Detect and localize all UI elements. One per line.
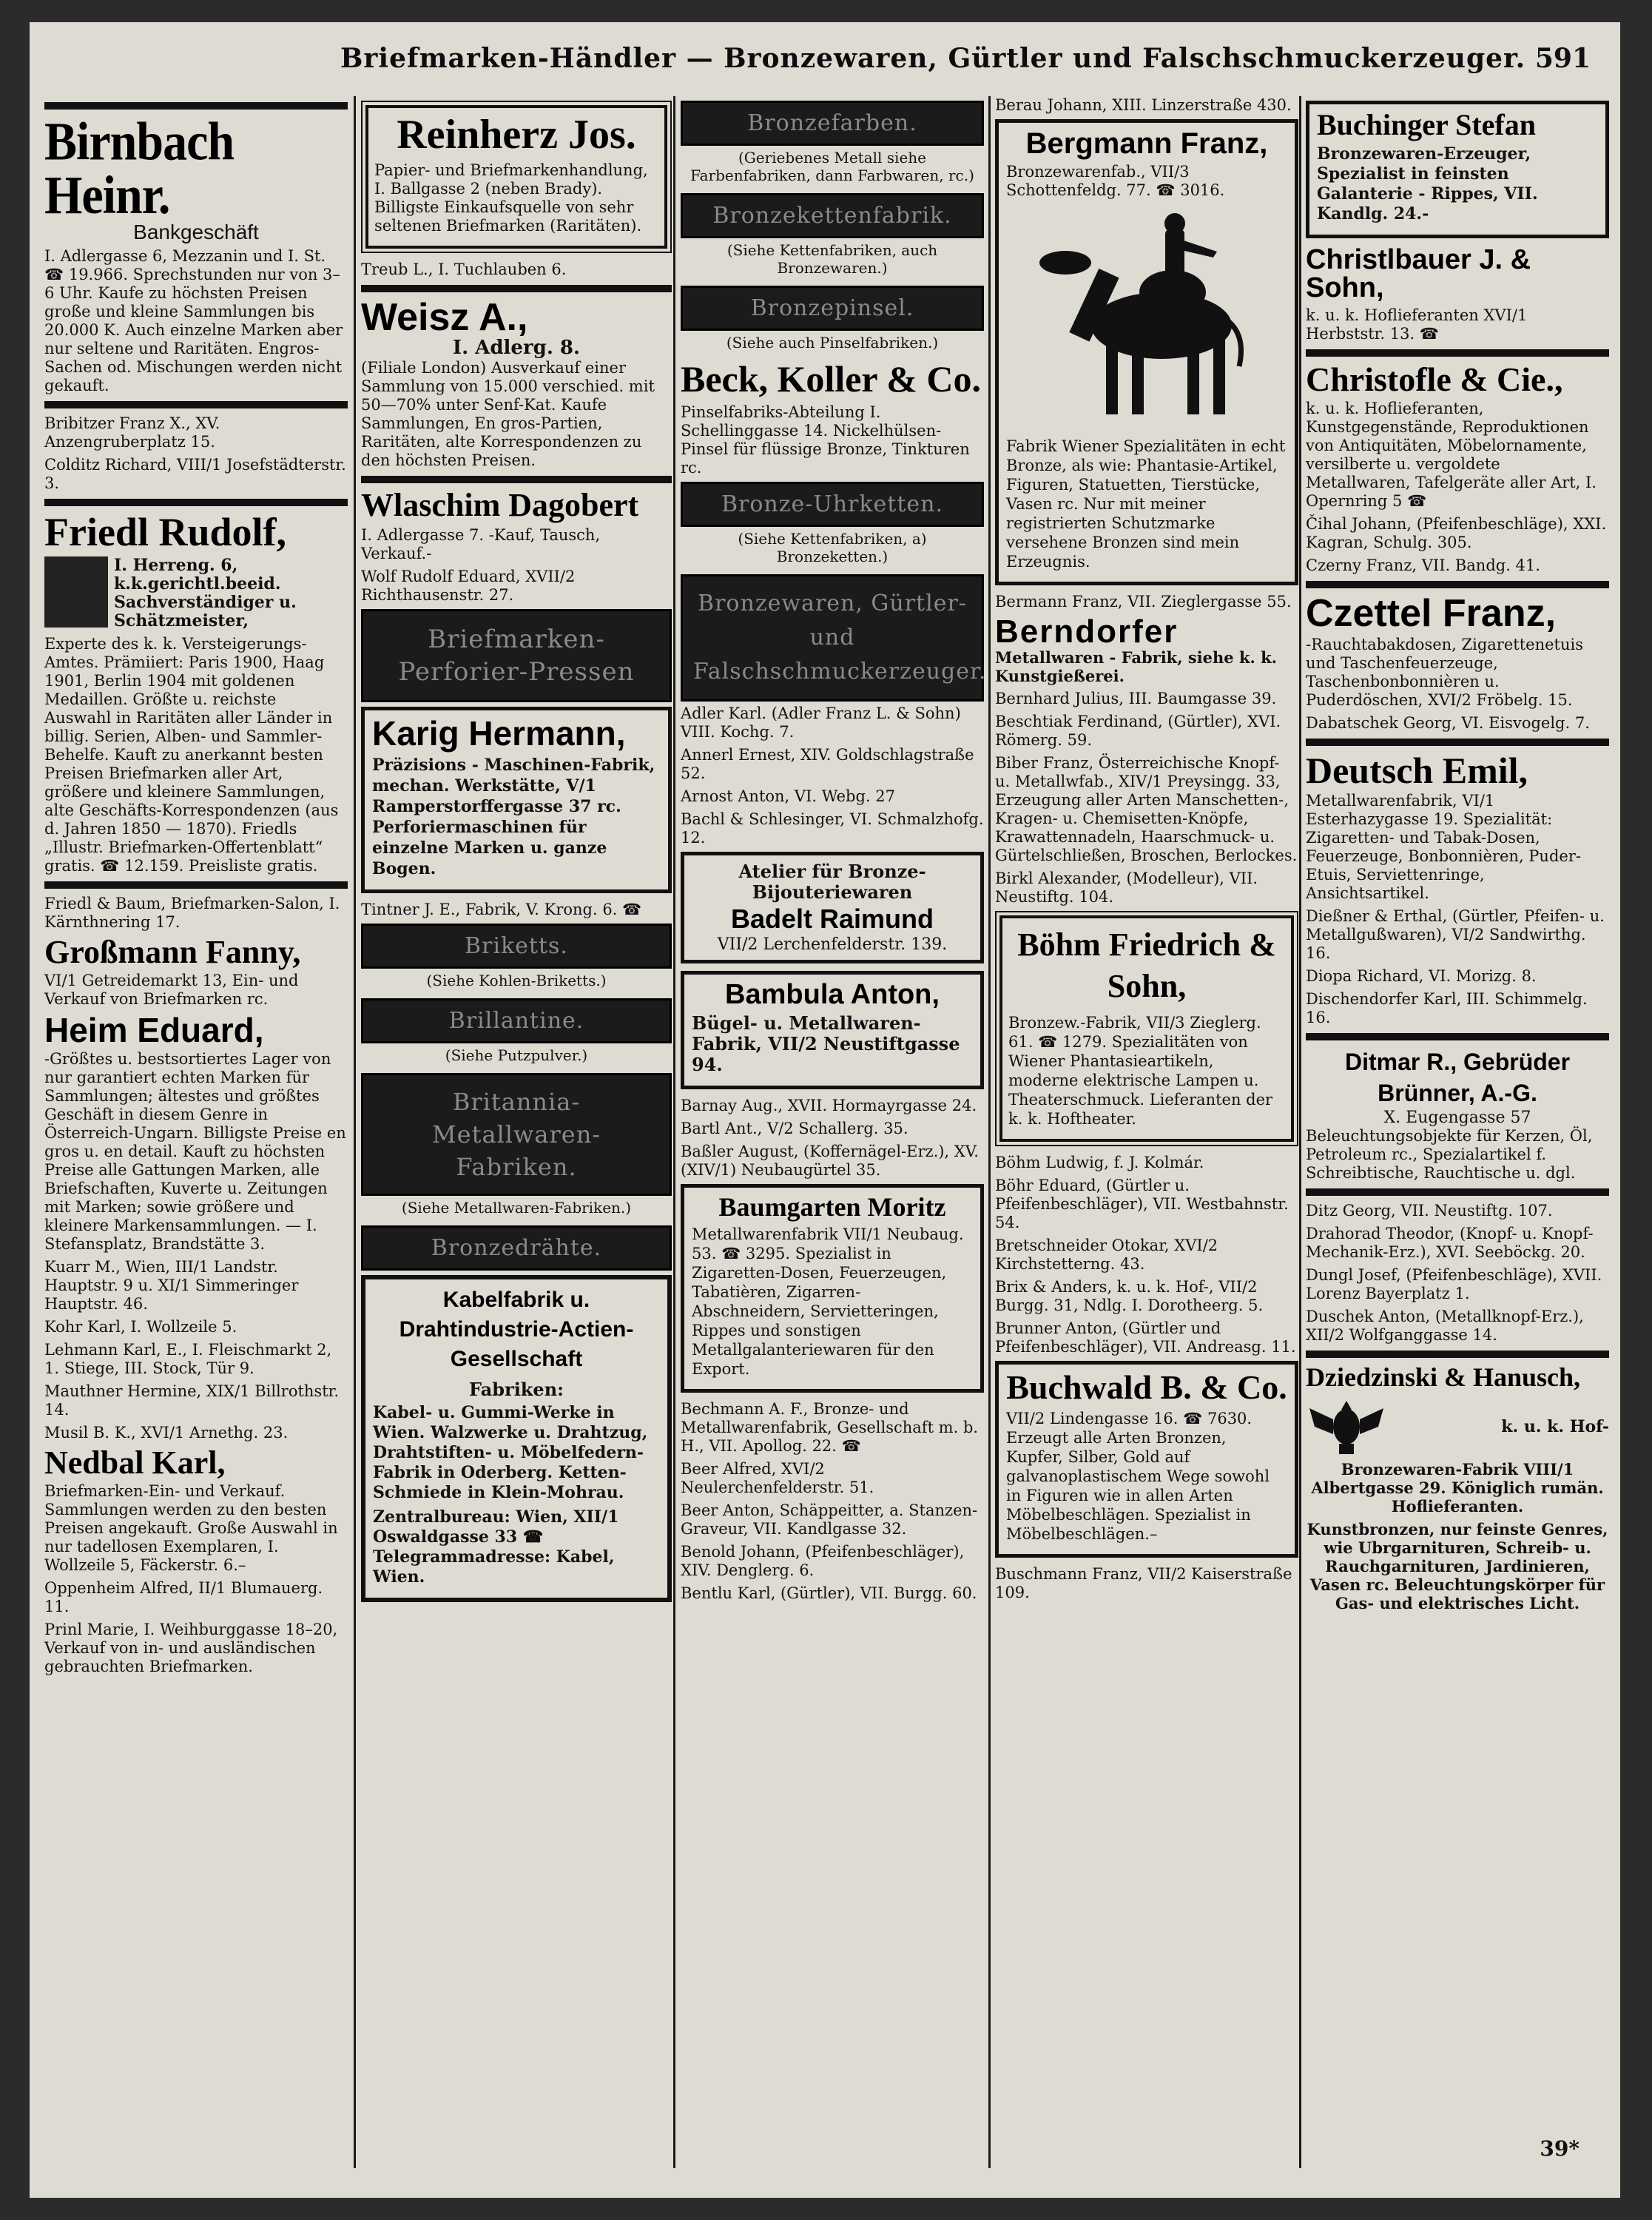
ad-buchwald <box>995 1361 1298 1558</box>
entry-colditz: Colditz Richard, VIII/1 Josefstädterstr. 3. <box>44 456 346 492</box>
heading-bronzefarben: Bronzefarben. <box>681 101 984 146</box>
entry-diopa: Diopa Richard, VI. Morizg. 8. <box>1306 967 1537 985</box>
divider <box>1306 581 1609 588</box>
ad-christofle-name: Christofle & Cie., <box>1306 360 1563 398</box>
entry-duschek: Duschek Anton, (Metallknopf-Erz.), XII/2 Wolfganggasse 14. <box>1306 1308 1584 1344</box>
heading-brillantine: Brillantine. <box>361 998 672 1043</box>
entry-beer-anton: Beer Anton, Schäppeitter, a. Stanzen-Graveur, VII. Kandlgasse 32. <box>681 1501 978 1538</box>
ad-badelt-top: Atelier für Bronze-Bijouteriewaren <box>738 861 926 903</box>
ad-friedl-text: Experte des k. k. Versteigerungs-Amtes. Prämiiert: Paris 1900, Haag 1901, Berlin 1904 mit goldenen Medaillen. Größte u. reichste Auswahl in Raritäten aller Länder in billig. Serien, Alben- und Sammler-Behelfe. Kauft zu anerkannt besten Preisen Briefmarken aller Art, größere und kleinere Sammlungen, alte Geschäfts-Korrespondenzen (aus d. Jahren 1850 — 1870). Friedls „Illustr. Briefmarken-Offertenblatt“ gratis. ☎ 12.159. Preisliste gratis. <box>44 635 339 875</box>
page-number: 591 <box>1534 43 1591 74</box>
page-header-title: Briefmarken-Händler — Bronzewaren, Gürtler und Falschschmuckerzeuger. <box>340 43 1526 74</box>
ad-karig <box>361 707 672 893</box>
ad-kabelfabrik-name: Kabelfabrik u. Drahtindustrie-Actien-Gesellschaft <box>399 1288 634 1371</box>
divider <box>1306 739 1609 746</box>
sub-bronzekettenfabrik: (Siehe Kettenfabriken, auch Bronzewaren.) <box>726 241 938 277</box>
entry-brunner: Brunner Anton, (Gürtler und Pfeifenbeschläger), VII. Andreasg. 11. <box>995 1319 1296 1356</box>
double-eagle-crest-icon <box>1306 1393 1387 1460</box>
sub-bronzefarben: (Geriebenes Metall siehe Farbenfabriken, dann Farbwaren, rc.) <box>690 149 974 184</box>
ad-christofle-text: k. u. k. Hoflieferanten, Kunstgegenstände, Reproduktionen von Antiquitäten, Möbelornamente, versilberte u. vergoldete Metallwaren, Tafelgeräte aller Art, I. Opernring 5 ☎ <box>1306 400 1597 510</box>
ad-buchinger-name: Buchinger Stefan <box>1317 108 1536 141</box>
column-4 <box>995 96 1298 2168</box>
divider <box>1306 1188 1609 1196</box>
entry-bentlu: Bentlu Karl, (Gürtler), VII. Burgg. 60. <box>681 1584 977 1602</box>
column-rule <box>988 96 991 2168</box>
entry-ditz: Ditz Georg, VII. Neustiftg. 107. <box>1306 1202 1553 1220</box>
portrait-image <box>44 556 108 628</box>
sub-briketts: (Siehe Kohlen-Briketts.) <box>426 972 607 989</box>
ad-bambula-text: Bügel- u. Metallwaren-Fabrik, VII/2 Neustiftgasse 94. <box>692 1012 960 1075</box>
entry-buschmann: Buschmann Franz, VII/2 Kaiserstraße 109. <box>995 1565 1292 1601</box>
ad-reinherz-name: Reinherz Jos. <box>397 112 636 158</box>
entry-adler: Adler Karl. (Adler Franz L. & Sohn) VIII. Kochg. 7. <box>681 704 961 741</box>
column-2 <box>361 96 672 2168</box>
ad-karig-text: Präzisions - Maschinen-Fabrik, mechan. Werkstätte, V/1 Ramperstorffergasse 37 rc. Perforiermaschinen für einzelne Marken u. ganze Bogen. <box>372 756 655 878</box>
ad-badelt-name: Badelt Raimund <box>730 904 934 934</box>
ad-ditmar-text: Beleuchtungsobjekte für Kerzen, Öl, Petroleum rc., Spezialartikel f. Schreibtische, Rauchtische u. dgl. <box>1306 1127 1593 1182</box>
ad-weisz-name: Weisz A., <box>361 296 528 339</box>
heading-britannia: Britannia-Metallwaren-Fabriken. <box>361 1073 672 1196</box>
column-rule <box>673 96 675 2168</box>
divider <box>1306 1350 1609 1358</box>
entry-tintner: Tintner J. E., Fabrik, V. Krong. 6. ☎ <box>361 901 642 918</box>
entry-prinl: Prinl Marie, I. Weihburggasse 18–20, Verkauf von in- und ausländischen gebrauchten Briefmarken. <box>44 1621 338 1675</box>
entry-drahorad: Drahorad Theodor, (Knopf- u. Knopf-Mechanik-Erz.), XVI. Seeböckg. 20. <box>1306 1225 1594 1261</box>
ad-birnbach-text: I. Adlergasse 6, Mezzanin und I. St. ☎ 19.966. Sprechstunden nur von 3–6 Uhr. Kaufe zu höchsten Preisen große und kleine Sammlungen bis 20.000 K. Auch einzelne Marken aber nur seltene und Raritäten. Engros-Sachen od. Mischungen werden nicht gekauft. <box>44 247 343 394</box>
ad-berndorfer-name: Berndorfer <box>995 613 1179 650</box>
ad-friedl-title: I. Herreng. 6, k.k.gerichtl.beeid. Sachverständiger u. Schätzmeister, <box>114 556 297 630</box>
entry-oppenheim: Oppenheim Alfred, II/1 Blumauerg. 11. <box>44 1579 323 1615</box>
ad-badelt <box>681 852 984 963</box>
ad-czettel-text: -Rauchtabakdosen, Zigarettenetuis und Taschenfeuerzeuge, Taschenbonbonnièren u. Puderdöschen, XVI/2 Fröbelg. 15. <box>1306 636 1583 709</box>
entry-bartl: Bartl Ant., V/2 Schallerg. 35. <box>681 1120 908 1137</box>
ad-nedbal-text: Briefmarken-Ein- und Verkauf. Sammlungen werden zu den besten Preisen angekauft. Große Auswahl in nur tadellosen Exemplaren, I. Wollzeile 5, Fäckerstr. 6.– <box>44 1482 338 1574</box>
entry-berau: Berau Johann, XIII. Linzerstraße 430. <box>995 96 1292 114</box>
entry-bermann: Bermann Franz, VII. Zieglergasse 55. <box>995 593 1292 610</box>
entry-czerny: Czerny Franz, VII. Bandg. 41. <box>1306 556 1540 574</box>
heading-bronzewaren: Bronzewaren, Gürtler- und Falschschmuckerzeuger. <box>681 574 984 702</box>
entry-kuarr: Kuarr M., Wien, III/1 Landstr. Hauptstr. 9 u. XI/1 Simmeringer Hauptstr. 46. <box>44 1258 299 1313</box>
ad-kabelfabrik-text: Kabel- u. Gummi-Werke in Wien. Walzwerke u. Drahtzug, Drahtstiften- u. Möbelfedern-Fabrik in Oderberg. Ketten-Schmiede in Klein-Mohrau. <box>373 1403 648 1502</box>
ad-friedl-name: Friedl Rudolf, <box>44 510 287 554</box>
ad-baumgarten <box>681 1184 984 1393</box>
divider <box>1306 1033 1609 1040</box>
sub-britannia: (Siehe Metallwaren-Fabriken.) <box>401 1199 632 1217</box>
ad-weisz-addr: I. Adlerg. 8. <box>452 337 581 359</box>
divider <box>44 401 348 408</box>
ad-dziedzinski-crest-row <box>1306 1393 1609 1460</box>
ad-dziedzinski-hof: k. u. k. Hof- <box>1501 1417 1609 1436</box>
ad-heim-text: -Größtes u. bestsortiertes Lager von nur garantiert echten Marken für Sammlungen; ältestes und größtes Geschäft in diesem Genre in Österreich-Ungarn. Billigste Preise en gros u. en detail. Kauft zu höchsten Preise alle Gattungen Marken, alle Briefschaften, Kuverte u. Zeitungen mit Marken; sowie größere und kleinere Markensammlungen. — I. Stefansplatz, Brandstätte 3. <box>44 1050 346 1253</box>
entry-bachl: Bachl & Schlesinger, VI. Schmalzhofg. 12. <box>681 810 984 847</box>
ad-dziedzinski-name: Dziedzinski & Hanusch, <box>1306 1362 1581 1392</box>
entry-bassler: Baßler August, (Koffernägel-Erz.), XV. (XIV/1) Neubaugürtel 35. <box>681 1143 979 1179</box>
ad-buchwald-name: Buchwald B. & Co. <box>1006 1368 1287 1406</box>
ad-badelt-addr: VII/2 Lerchenfelderstr. 139. <box>717 935 948 954</box>
entry-benold: Benold Johann, (Pfeifenbeschläger), XIV. Denglerg. 6. <box>681 1543 965 1579</box>
ad-bergmann-name: Bergmann Franz, <box>1025 127 1268 160</box>
ad-boehm <box>999 915 1294 1142</box>
ad-christlbauer-name: Christlbauer J. & Sohn, <box>1306 244 1531 303</box>
entry-brix: Brix & Anders, k. u. k. Hof-, VII/2 Burgg. 31, Ndlg. I. Dorotheerg. 5. <box>995 1278 1264 1314</box>
column-5 <box>1306 96 1609 2168</box>
ad-birnbach-sub: Bankgeschäft <box>133 221 259 243</box>
entry-cihal: Čihal Johann, (Pfeifenbeschläge), XXI. Kagran, Schulg. 305. <box>1306 515 1607 551</box>
divider <box>44 499 348 506</box>
ad-bergmann <box>995 119 1298 585</box>
ad-buchwald-text: VII/2 Lindengasse 16. ☎ 7630. Erzeugt alle Arten Bronzen, Kupfer, Silber, Gold auf galvanoplastischem Wege sowohl in Figuren wie in allen Arten Möbelbeschlägen. Spezialist in Möbelbeschlägen.– <box>1006 1410 1270 1543</box>
entry-treub: Treub L., I. Tuchlauben 6. <box>361 260 567 278</box>
entry-kohr: Kohr Karl, I. Wollzeile 5. <box>44 1318 237 1336</box>
entry-beschtiak: Beschtiak Ferdinand, (Gürtler), XVI. Römerg. 59. <box>995 713 1281 749</box>
ad-heim-name: Heim Eduard, <box>44 1011 264 1049</box>
entry-diessner: Dießner & Erthal, (Gürtler, Pfeifen- u. Metallgußwaren), VI/2 Sandwirthg. 16. <box>1306 907 1605 962</box>
divider <box>44 102 348 110</box>
entry-musil: Musil B. K., XVI/1 Arnethg. 23. <box>44 1424 289 1442</box>
entry-mauthner: Mauthner Hermine, XIX/1 Billrothstr. 14. <box>44 1382 340 1419</box>
camel-rider-image <box>1025 207 1269 429</box>
page-footer: 39* <box>1540 2136 1579 2161</box>
newspaper-page <box>30 22 1620 2198</box>
entry-birkl: Birkl Alexander, (Modelleur), VII. Neustiftg. 104. <box>995 870 1258 906</box>
ad-nedbal-name: Nedbal Karl, <box>44 1444 226 1481</box>
ad-grossmann-name: Großmann Fanny, <box>44 934 301 970</box>
ad-beck-name: Beck, Koller & Co. <box>681 358 981 400</box>
ad-deutsch-name: Deutsch Emil, <box>1306 750 1528 791</box>
entry-friedl-baum: Friedl & Baum, Briefmarken-Salon, I. Kärnthnering 17. <box>44 895 340 931</box>
entry-dungl: Dungl Josef, (Pfeifenbeschläge), XVII. Lorenz Bayerplatz 1. <box>1306 1266 1602 1302</box>
entry-bretschneider: Bretschneider Otokar, XVI/2 Kirchstetterng. 43. <box>995 1237 1218 1273</box>
divider <box>1306 349 1609 357</box>
entry-biber: Biber Franz, Österreichische Knopf- u. Metallwfab., XIV/1 Preysingg. 33, Erzeugung aller Arten Manschetten-, Kragen- u. Chemisetten-Knöpfe, Krawattennadeln, Haarschmuck- u. Gürtelschließen, Broschen, Berlockes. <box>995 754 1298 864</box>
ad-kabelfabrik-central: Zentralbureau: Wien, XII/1 Oswaldgasse 33 ☎ Telegrammadresse: Kabel, Wien. <box>373 1507 619 1587</box>
ad-karig-name: Karig Hermann, <box>372 714 626 753</box>
column-3 <box>681 96 987 2168</box>
ad-ditmar-name: Ditmar R., Gebrüder Brünner, A.-G. <box>1344 1049 1571 1106</box>
ad-boehm-name: Böhm Friedrich & Sohn, <box>1017 926 1276 1004</box>
entry-boehr: Böhr Eduard, (Gürtler u. Pfeifenbeschläger), VII. Westbahnstr. 54. <box>995 1177 1289 1231</box>
ad-bambula-name: Bambula Anton, <box>725 979 940 1010</box>
divider <box>44 881 348 889</box>
ad-ditmar-addr: X. Eugengasse 57 <box>1383 1109 1531 1127</box>
ad-christlbauer-text: k. u. k. Hoflieferanten XVI/1 Herbststr. 13. ☎ <box>1306 306 1528 343</box>
heading-bronzekettenfabrik: Bronzekettenfabrik. <box>681 193 984 238</box>
entry-dabatschek: Dabatschek Georg, VI. Eisvogelg. 7. <box>1306 714 1590 732</box>
ad-deutsch-text: Metallwarenfabrik, VI/1 Esterhazygasse 19. Spezialität: Zigaretten- und Tabak-Dosen, Feuerzeuge, Bonbonnièren, Puder-Etuis, Serviettenringe, Ansichtsartikel. <box>1306 792 1581 902</box>
column-rule <box>1299 96 1301 2168</box>
divider <box>361 476 672 483</box>
column-rule <box>354 96 356 2168</box>
ad-wlaschim-name: Wlaschim Dagobert <box>361 487 639 523</box>
entry-boehm-ludwig: Böhm Ludwig, f. J. Kolmár. <box>995 1154 1204 1171</box>
ad-kabelfabrik-fab: Fabriken: <box>468 1379 564 1400</box>
column-1 <box>44 96 348 2168</box>
ad-beck-text: Pinselfabriks-Abteilung I. Schellinggasse 14. Nickelhülsen-Pinsel für flüssige Bronze, Tinkturen rc. <box>681 403 970 477</box>
ad-bambula <box>681 971 984 1089</box>
ad-baumgarten-text: Metallwarenfabrik VII/1 Neubaug. 53. ☎ 3295. Spezialist in Zigaretten-Dosen, Feuerzeugen, Tabatièren, Zigarren-Abschneidern, Servietteringen, Rippes und sonstigen Metallgalanteriewaren für den Export. <box>692 1225 964 1378</box>
ad-buchinger <box>1306 101 1609 238</box>
entry-beer-alfred: Beer Alfred, XVI/2 Neulerchenfelderstr. 51. <box>681 1460 874 1496</box>
ad-dziedzinski-text2: Kunstbronzen, nur feinste Genres, wie Ubrgarnituren, Schreib- u. Rauchgarnituren, Jardinieren, Vasen rc. Beleuchtungskörper für Gas- und elektrisches Licht. <box>1307 1520 1608 1612</box>
entry-lehmann: Lehmann Karl, E., I. Fleischmarkt 2, 1. Stiege, III. Stock, Tür 9. <box>44 1341 332 1377</box>
ad-berndorfer-text: Metallwaren - Fabrik, siehe k. k. Kunstgießerei. <box>995 648 1277 685</box>
entry-barnay: Barnay Aug., XVII. Hormayrgasse 24. <box>681 1097 977 1114</box>
entry-bribitzer: Bribitzer Franz X., XV. Anzengruberplatz 15. <box>44 414 220 451</box>
ad-wlaschim-text: I. Adlergasse 7. -Kauf, Tausch, Verkauf.- <box>361 526 601 562</box>
ad-dziedzinski-text: Bronzewaren-Fabrik VIII/1 Albertgasse 29. Königlich rumän. Hoflieferanten. <box>1311 1460 1604 1516</box>
ad-grossmann-text: VI/1 Getreidemarkt 13, Ein- und Verkauf von Briefmarken rc. <box>44 972 299 1008</box>
ad-reinherz <box>365 105 667 249</box>
heading-bronzepinsel: Bronzepinsel. <box>681 286 984 331</box>
ad-baumgarten-name: Baumgarten Moritz <box>718 1192 946 1222</box>
entry-wolf: Wolf Rudolf Eduard, XVII/2 Richthausenstr. 27. <box>361 568 576 604</box>
ad-friedl-header <box>44 556 348 635</box>
ad-bergmann-text: Bronzewarenfab., VII/3 Schottenfeldg. 77. ☎ 3016. <box>1006 163 1225 199</box>
ad-kabelfabrik <box>361 1275 672 1602</box>
divider <box>361 285 672 292</box>
sub-brillantine: (Siehe Putzpulver.) <box>445 1046 588 1064</box>
ad-reinherz-text: Papier- und Briefmarkenhandlung, I. Ballgasse 2 (neben Brady). Billigste Einkaufsquelle von sehr seltenen Briefmarken (Raritäten). <box>374 161 648 235</box>
ad-czettel-name: Czettel Franz, <box>1306 592 1557 635</box>
entry-dischendorfer: Dischendorfer Karl, III. Schimmelg. 16. <box>1306 990 1588 1026</box>
heading-perforier: Briefmarken-Perforier-Pressen <box>361 609 672 702</box>
heading-uhrketten: Bronze-Uhrketten. <box>681 482 984 527</box>
ad-boehm-text: Bronzew.-Fabrik, VII/3 Zieglerg. 61. ☎ 1279. Spezialitäten von Wiener Phantasieartikeln, moderne elektrische Lampen u. Theaterschmuck. Lieferanten der k. k. Hoftheater. <box>1008 1014 1273 1128</box>
entry-annerl: Annerl Ernest, XIV. Goldschlagstraße 52. <box>681 746 974 782</box>
heading-briketts: Briketts. <box>361 924 672 969</box>
entry-arnost: Arnost Anton, VI. Webg. 27 <box>681 787 895 805</box>
ad-buchinger-text: Bronzewaren-Erzeuger, Spezialist in feinsten Galanterie - Rippes, VII. Kandlg. 24.- <box>1317 144 1538 223</box>
ad-weisz-text: (Filiale London) Ausverkauf einer Sammlung von 15.000 verschied. mit 50—70% unter Senf-Kat. Kaufe Sammlungen, En gros-Partien, Raritäten, alte Korrespondenzen zu den höchsten Preisen. <box>361 359 655 469</box>
sub-bronzepinsel: (Siehe auch Pinselfabriken.) <box>726 334 939 352</box>
entry-bechmann: Bechmann A. F., Bronze- und Metallwarenfabrik, Gesellschaft m. b. H., VII. Apollog. 22. ☎ <box>681 1400 979 1455</box>
sub-uhrketten: (Siehe Kettenfabriken, a) Bronzeketten.) <box>738 530 927 565</box>
ad-bergmann-bottom: Fabrik Wiener Spezialitäten in echt Bronze, als wie: Phantasie-Artikel, Figuren, Statuetten, Tierstücke, Vasen rc. Nur mit meiner registrierten Schutzmarke versehene Bronzen sind mein Erzeugnis. <box>1006 437 1286 571</box>
entry-bernhard: Bernhard Julius, III. Baumgasse 39. <box>995 690 1277 707</box>
heading-bronzedraehte: Bronzedrähte. <box>361 1225 672 1271</box>
ad-birnbach-name: Birnbach Heinr. <box>44 112 235 226</box>
